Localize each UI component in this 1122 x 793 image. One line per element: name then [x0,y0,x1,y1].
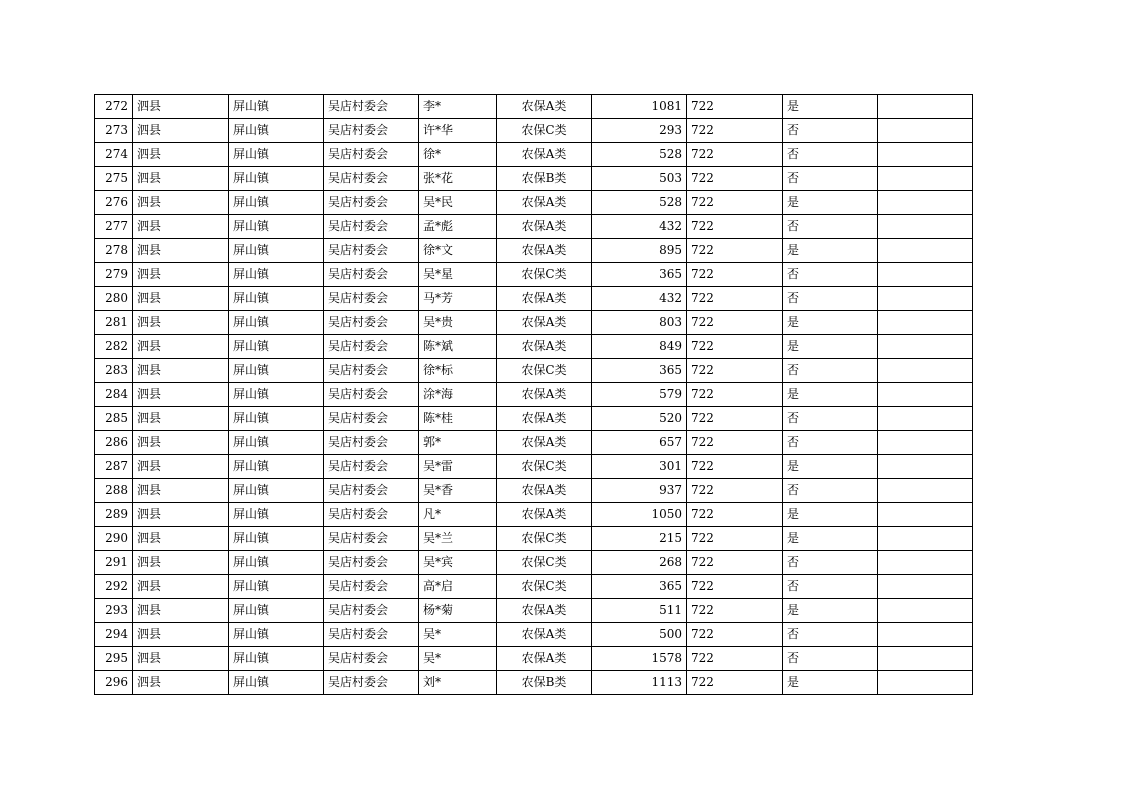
remark-cell [878,383,973,407]
town-cell: 屏山镇 [229,239,324,263]
amount-cell: 301 [592,455,687,479]
remark-cell [878,359,973,383]
remark-cell [878,119,973,143]
town-cell: 屏山镇 [229,575,324,599]
flag-cell: 是 [783,671,878,695]
person-name-cell: 吴*兰 [419,527,497,551]
person-name-cell: 孟*彪 [419,215,497,239]
row-number-cell: 296 [95,671,133,695]
village-cell: 吴店村委会 [324,383,419,407]
flag-cell: 是 [783,383,878,407]
person-name-cell: 刘* [419,671,497,695]
row-number-cell: 290 [95,527,133,551]
village-cell: 吴店村委会 [324,407,419,431]
person-name-cell: 陈*桂 [419,407,497,431]
town-cell: 屏山镇 [229,335,324,359]
amount-cell: 579 [592,383,687,407]
village-cell: 吴店村委会 [324,359,419,383]
village-cell: 吴店村委会 [324,119,419,143]
row-number-cell: 288 [95,479,133,503]
table-row [95,647,973,671]
amount-cell: 500 [592,623,687,647]
county-cell: 泗县 [133,671,229,695]
code-cell: 722 [687,215,783,239]
insurance-category-cell: 农保C类 [497,551,592,575]
table-row [95,311,973,335]
county-cell: 泗县 [133,239,229,263]
amount-cell: 1050 [592,503,687,527]
flag-cell: 是 [783,239,878,263]
flag-cell: 否 [783,215,878,239]
flag-cell: 是 [783,311,878,335]
village-cell: 吴店村委会 [324,479,419,503]
row-number-cell: 274 [95,143,133,167]
remark-cell [878,575,973,599]
row-number-cell: 281 [95,311,133,335]
flag-cell: 否 [783,551,878,575]
remark-cell [878,599,973,623]
amount-cell: 365 [592,575,687,599]
table-row [95,263,973,287]
person-name-cell: 凡* [419,503,497,527]
village-cell: 吴店村委会 [324,599,419,623]
village-cell: 吴店村委会 [324,191,419,215]
county-cell: 泗县 [133,359,229,383]
insurance-category-cell: 农保A类 [497,503,592,527]
table-row [95,95,973,119]
person-name-cell: 陈*斌 [419,335,497,359]
flag-cell: 是 [783,503,878,527]
county-cell: 泗县 [133,503,229,527]
row-number-cell: 287 [95,455,133,479]
person-name-cell: 郭* [419,431,497,455]
county-cell: 泗县 [133,263,229,287]
table-row [95,143,973,167]
table-row [95,503,973,527]
remark-cell [878,167,973,191]
insurance-category-cell: 农保A类 [497,287,592,311]
county-cell: 泗县 [133,119,229,143]
flag-cell: 否 [783,143,878,167]
county-cell: 泗县 [133,335,229,359]
insurance-category-cell: 农保A类 [497,431,592,455]
amount-cell: 1113 [592,671,687,695]
town-cell: 屏山镇 [229,623,324,647]
code-cell: 722 [687,383,783,407]
row-number-cell: 276 [95,191,133,215]
table-row [95,215,973,239]
insurance-category-cell: 农保A类 [497,599,592,623]
insurance-category-cell: 农保A类 [497,407,592,431]
person-name-cell: 吴*贵 [419,311,497,335]
row-number-cell: 280 [95,287,133,311]
remark-cell [878,143,973,167]
village-cell: 吴店村委会 [324,455,419,479]
person-name-cell: 吴*民 [419,191,497,215]
code-cell: 722 [687,623,783,647]
village-cell: 吴店村委会 [324,647,419,671]
table-row [95,479,973,503]
amount-cell: 432 [592,215,687,239]
remark-cell [878,455,973,479]
code-cell: 722 [687,527,783,551]
insurance-category-cell: 农保A类 [497,383,592,407]
amount-cell: 365 [592,263,687,287]
person-name-cell: 马*芳 [419,287,497,311]
amount-cell: 937 [592,479,687,503]
amount-cell: 1081 [592,95,687,119]
town-cell: 屏山镇 [229,551,324,575]
village-cell: 吴店村委会 [324,263,419,287]
code-cell: 722 [687,431,783,455]
village-cell: 吴店村委会 [324,671,419,695]
flag-cell: 是 [783,191,878,215]
town-cell: 屏山镇 [229,143,324,167]
flag-cell: 否 [783,623,878,647]
table-row [95,383,973,407]
row-number-cell: 282 [95,335,133,359]
county-cell: 泗县 [133,383,229,407]
flag-cell: 否 [783,647,878,671]
amount-cell: 215 [592,527,687,551]
amount-cell: 365 [592,359,687,383]
table-row [95,167,973,191]
person-name-cell: 许*华 [419,119,497,143]
code-cell: 722 [687,647,783,671]
county-cell: 泗县 [133,287,229,311]
town-cell: 屏山镇 [229,455,324,479]
village-cell: 吴店村委会 [324,527,419,551]
insurance-category-cell: 农保A类 [497,623,592,647]
insurance-category-cell: 农保A类 [497,143,592,167]
town-cell: 屏山镇 [229,383,324,407]
flag-cell: 是 [783,95,878,119]
code-cell: 722 [687,479,783,503]
remark-cell [878,311,973,335]
village-cell: 吴店村委会 [324,311,419,335]
insurance-category-cell: 农保C类 [497,359,592,383]
code-cell: 722 [687,551,783,575]
town-cell: 屏山镇 [229,599,324,623]
insurance-category-cell: 农保A类 [497,215,592,239]
person-name-cell: 吴*星 [419,263,497,287]
town-cell: 屏山镇 [229,647,324,671]
table-row [95,119,973,143]
insurance-category-cell: 农保B类 [497,671,592,695]
amount-cell: 293 [592,119,687,143]
row-number-cell: 292 [95,575,133,599]
person-name-cell: 徐*标 [419,359,497,383]
remark-cell [878,287,973,311]
person-name-cell: 吴*雷 [419,455,497,479]
flag-cell: 否 [783,263,878,287]
person-name-cell: 吴*宾 [419,551,497,575]
table-row [95,623,973,647]
amount-cell: 520 [592,407,687,431]
remark-cell [878,551,973,575]
row-number-cell: 275 [95,167,133,191]
village-cell: 吴店村委会 [324,503,419,527]
town-cell: 屏山镇 [229,431,324,455]
town-cell: 屏山镇 [229,671,324,695]
person-name-cell: 徐*文 [419,239,497,263]
county-cell: 泗县 [133,647,229,671]
code-cell: 722 [687,311,783,335]
person-name-cell: 李* [419,95,497,119]
code-cell: 722 [687,455,783,479]
flag-cell: 否 [783,167,878,191]
amount-cell: 657 [592,431,687,455]
insurance-category-cell: 农保A类 [497,311,592,335]
county-cell: 泗县 [133,623,229,647]
town-cell: 屏山镇 [229,263,324,287]
code-cell: 722 [687,671,783,695]
town-cell: 屏山镇 [229,479,324,503]
table-row [95,359,973,383]
remark-cell [878,95,973,119]
insurance-category-cell: 农保A类 [497,191,592,215]
village-cell: 吴店村委会 [324,215,419,239]
remark-cell [878,215,973,239]
village-cell: 吴店村委会 [324,431,419,455]
flag-cell: 否 [783,575,878,599]
remark-cell [878,623,973,647]
code-cell: 722 [687,575,783,599]
amount-cell: 503 [592,167,687,191]
remark-cell [878,407,973,431]
county-cell: 泗县 [133,95,229,119]
village-cell: 吴店村委会 [324,95,419,119]
flag-cell: 是 [783,335,878,359]
insurance-category-cell: 农保A类 [497,95,592,119]
remark-cell [878,647,973,671]
code-cell: 722 [687,95,783,119]
village-cell: 吴店村委会 [324,623,419,647]
town-cell: 屏山镇 [229,95,324,119]
insurance-category-cell: 农保B类 [497,167,592,191]
remark-cell [878,527,973,551]
code-cell: 722 [687,119,783,143]
table-row [95,407,973,431]
data-table [94,94,973,695]
row-number-cell: 279 [95,263,133,287]
amount-cell: 1578 [592,647,687,671]
amount-cell: 528 [592,191,687,215]
county-cell: 泗县 [133,551,229,575]
row-number-cell: 289 [95,503,133,527]
town-cell: 屏山镇 [229,215,324,239]
village-cell: 吴店村委会 [324,575,419,599]
county-cell: 泗县 [133,575,229,599]
flag-cell: 否 [783,407,878,431]
code-cell: 722 [687,599,783,623]
insurance-category-cell: 农保C类 [497,575,592,599]
table-row [95,527,973,551]
remark-cell [878,239,973,263]
code-cell: 722 [687,239,783,263]
remark-cell [878,431,973,455]
row-number-cell: 293 [95,599,133,623]
town-cell: 屏山镇 [229,407,324,431]
insurance-category-cell: 农保A类 [497,335,592,359]
remark-cell [878,263,973,287]
town-cell: 屏山镇 [229,503,324,527]
town-cell: 屏山镇 [229,287,324,311]
village-cell: 吴店村委会 [324,551,419,575]
code-cell: 722 [687,287,783,311]
amount-cell: 849 [592,335,687,359]
code-cell: 722 [687,191,783,215]
row-number-cell: 286 [95,431,133,455]
remark-cell [878,335,973,359]
table-row [95,599,973,623]
table-row [95,455,973,479]
insurance-category-cell: 农保C类 [497,263,592,287]
table-body [95,95,973,695]
row-number-cell: 278 [95,239,133,263]
row-number-cell: 277 [95,215,133,239]
insurance-category-cell: 农保C类 [497,455,592,479]
flag-cell: 是 [783,527,878,551]
remark-cell [878,503,973,527]
flag-cell: 否 [783,479,878,503]
county-cell: 泗县 [133,431,229,455]
flag-cell: 否 [783,287,878,311]
county-cell: 泗县 [133,215,229,239]
amount-cell: 432 [592,287,687,311]
table-row [95,671,973,695]
insurance-category-cell: 农保A类 [497,647,592,671]
table-row [95,335,973,359]
amount-cell: 268 [592,551,687,575]
town-cell: 屏山镇 [229,527,324,551]
code-cell: 722 [687,167,783,191]
town-cell: 屏山镇 [229,119,324,143]
row-number-cell: 273 [95,119,133,143]
person-name-cell: 吴*香 [419,479,497,503]
remark-cell [878,191,973,215]
row-number-cell: 295 [95,647,133,671]
town-cell: 屏山镇 [229,167,324,191]
code-cell: 722 [687,143,783,167]
row-number-cell: 284 [95,383,133,407]
county-cell: 泗县 [133,527,229,551]
remark-cell [878,479,973,503]
flag-cell: 是 [783,455,878,479]
insurance-category-cell: 农保A类 [497,239,592,263]
county-cell: 泗县 [133,191,229,215]
town-cell: 屏山镇 [229,311,324,335]
county-cell: 泗县 [133,599,229,623]
row-number-cell: 285 [95,407,133,431]
amount-cell: 528 [592,143,687,167]
code-cell: 722 [687,263,783,287]
table-row [95,551,973,575]
row-number-cell: 283 [95,359,133,383]
row-number-cell: 294 [95,623,133,647]
table-row [95,575,973,599]
flag-cell: 否 [783,119,878,143]
amount-cell: 803 [592,311,687,335]
code-cell: 722 [687,407,783,431]
person-name-cell: 徐* [419,143,497,167]
insurance-category-cell: 农保C类 [497,119,592,143]
village-cell: 吴店村委会 [324,143,419,167]
village-cell: 吴店村委会 [324,239,419,263]
row-number-cell: 291 [95,551,133,575]
county-cell: 泗县 [133,167,229,191]
flag-cell: 是 [783,599,878,623]
code-cell: 722 [687,503,783,527]
county-cell: 泗县 [133,479,229,503]
table-row [95,239,973,263]
county-cell: 泗县 [133,407,229,431]
village-cell: 吴店村委会 [324,335,419,359]
county-cell: 泗县 [133,143,229,167]
person-name-cell: 涂*海 [419,383,497,407]
person-name-cell: 张*花 [419,167,497,191]
amount-cell: 895 [592,239,687,263]
town-cell: 屏山镇 [229,191,324,215]
flag-cell: 否 [783,431,878,455]
town-cell: 屏山镇 [229,359,324,383]
insurance-category-cell: 农保C类 [497,527,592,551]
code-cell: 722 [687,359,783,383]
village-cell: 吴店村委会 [324,287,419,311]
row-number-cell: 272 [95,95,133,119]
person-name-cell: 高*启 [419,575,497,599]
table-row [95,431,973,455]
person-name-cell: 吴* [419,623,497,647]
county-cell: 泗县 [133,455,229,479]
person-name-cell: 杨*菊 [419,599,497,623]
code-cell: 722 [687,335,783,359]
table-row [95,191,973,215]
county-cell: 泗县 [133,311,229,335]
amount-cell: 511 [592,599,687,623]
person-name-cell: 吴* [419,647,497,671]
village-cell: 吴店村委会 [324,167,419,191]
flag-cell: 否 [783,359,878,383]
insurance-category-cell: 农保A类 [497,479,592,503]
table-row [95,287,973,311]
remark-cell [878,671,973,695]
